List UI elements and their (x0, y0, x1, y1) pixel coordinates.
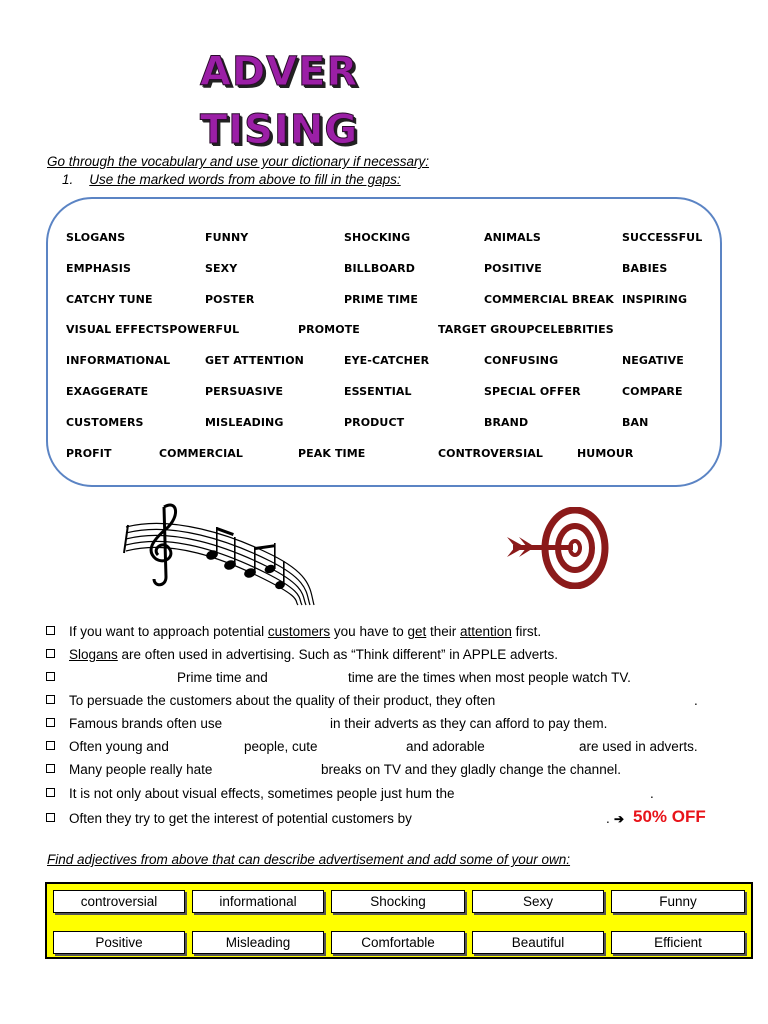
vocab-word: CONFUSING (484, 354, 559, 367)
adjective-cell: Comfortable (331, 931, 465, 954)
vocab-word: EMPHASIS (66, 262, 131, 275)
sentence-text: Many people really hate (69, 762, 213, 777)
vocab-word: POSTER (205, 293, 255, 306)
vocab-word: MISLEADING (205, 416, 284, 429)
vocab-word: CONTROVERSIAL (438, 447, 543, 460)
adjective-cell: Shocking (331, 890, 465, 913)
sentence-8 (46, 784, 746, 804)
checkbox-icon (46, 788, 55, 797)
vocab-word: PEAK TIME (298, 447, 366, 460)
music-notes-icon (122, 495, 318, 607)
sentence-3 (46, 668, 746, 688)
adjective-cell: Beautiful (472, 931, 604, 954)
sentence-text: Prime time and (177, 670, 268, 685)
vocab-word: ANIMALS (484, 231, 541, 244)
sentence-text: attention (460, 624, 512, 639)
sentence-text: customers (267, 624, 331, 639)
sentence-text: . (650, 786, 654, 801)
vocabulary-box (46, 197, 722, 487)
adjective-cell: Positive (53, 931, 185, 954)
arrow-icon: ➔ (614, 812, 625, 826)
vocab-word: PERSUASIVE (205, 385, 284, 398)
title-line-1: ADVER (200, 49, 359, 95)
checkbox-icon (46, 718, 55, 727)
instruction-2 (62, 172, 401, 187)
checkbox-icon (46, 813, 55, 822)
sentence-text: . (606, 811, 610, 826)
sentence-text: . (694, 693, 698, 708)
sentence-text: get (407, 624, 427, 639)
sentence-5 (46, 714, 746, 734)
sentence-text: It is not only about visual effects, sometimes people just hum the (69, 786, 455, 801)
adjective-cell: Efficient (611, 931, 745, 954)
checkbox-icon (46, 649, 55, 658)
vocab-word: CUSTOMERS (66, 416, 144, 429)
vocab-word: TARGET GROUPCELEBRITIES (438, 323, 614, 336)
vocab-word: INFORMATIONAL (66, 354, 171, 367)
adjective-cell: Sexy (472, 890, 604, 913)
vocab-word: PRIME TIME (344, 293, 418, 306)
vocab-word: VISUAL EFFECTSPOWERFUL (66, 323, 240, 336)
adjective-cell: informational (192, 890, 324, 913)
instruction-1: Go through the vocabulary and use your dictionary if necessary: (47, 154, 429, 169)
vocab-word: BAN (622, 416, 649, 429)
sentence-text: first. (511, 624, 542, 639)
target-arrow-icon (505, 507, 609, 589)
sentence-text: and adorable (406, 739, 485, 754)
vocab-word: COMPARE (622, 385, 683, 398)
sentence-1 (46, 622, 746, 642)
title-line-2: TISING (200, 107, 359, 153)
sentence-7 (46, 760, 746, 780)
sentence-text: To persuade the customers about the quality of their product, they often (69, 693, 496, 708)
vocab-word: SHOCKING (344, 231, 411, 244)
vocab-word: PRODUCT (344, 416, 405, 429)
vocab-word: ESSENTIAL (344, 385, 412, 398)
checkbox-icon (46, 626, 55, 635)
vocab-word: SLOGANS (66, 231, 126, 244)
instruction-2-number: 1. (62, 172, 74, 187)
adjective-cell: Funny (611, 890, 745, 913)
sentence-text: Often they try to get the interest of potential customers by (69, 811, 412, 826)
vocab-word: EYE-CATCHER (344, 354, 430, 367)
vocab-word: BILLBOARD (344, 262, 415, 275)
find-adjectives-instruction: Find adjectives from above that can describe advertisement and add some of your own: (47, 852, 571, 867)
vocab-word: HUMOUR (577, 447, 634, 460)
offer-label: 50% OFF (633, 807, 706, 826)
instruction-2-text: Use the marked words from above to fill in the gaps: (89, 172, 401, 187)
vocab-word: GET ATTENTION (205, 354, 304, 367)
vocab-word: PROMOTE (298, 323, 360, 336)
vocab-word: COMMERCIAL BREAK (484, 293, 614, 306)
checkbox-icon (46, 764, 55, 773)
vocab-word: SUCCESSFUL (622, 231, 703, 244)
sentence-text: in their adverts as they can afford to pay them. (330, 716, 608, 731)
sentence-text: Often young and (69, 739, 169, 754)
sentence-9 (46, 809, 746, 829)
vocab-word: PROFIT (66, 447, 112, 460)
sentence-text: time are the times when most people watch TV. (348, 670, 631, 685)
vocab-word: INSPIRING (622, 293, 688, 306)
adjectives-table (45, 882, 753, 959)
sentence-text: are used in adverts. (579, 739, 698, 754)
vocab-word: COMMERCIAL (159, 447, 243, 460)
sentence-text: breaks on TV and they gladly change the channel. (321, 762, 621, 777)
vocab-word: POSITIVE (484, 262, 542, 275)
checkbox-icon (46, 741, 55, 750)
sentence-text: Slogans (69, 647, 118, 662)
vocab-word: SPECIAL OFFER (484, 385, 581, 398)
vocab-word: SEXY (205, 262, 238, 275)
sentence-6 (46, 737, 746, 757)
sentence-4 (46, 691, 746, 711)
vocab-word: NEGATIVE (622, 354, 684, 367)
sentence-text: you have to (330, 624, 408, 639)
adjective-cell: Misleading (192, 931, 324, 954)
sentence-text: their (426, 624, 461, 639)
vocab-word: EXAGGERATE (66, 385, 149, 398)
vocab-word: BRAND (484, 416, 529, 429)
checkbox-icon (46, 672, 55, 681)
sentence-text: are often used in advertising. Such as “Think different” in APPLE adverts. (117, 647, 559, 662)
sentence-2 (46, 645, 746, 665)
vocab-word: BABIES (622, 262, 668, 275)
vocab-word: CATCHY TUNE (66, 293, 153, 306)
adjective-cell: controversial (53, 890, 185, 913)
sentence-text: people, cute (244, 739, 318, 754)
checkbox-icon (46, 695, 55, 704)
sentence-text: If you want to approach potential (69, 624, 268, 639)
vocab-word: FUNNY (205, 231, 249, 244)
sentence-text: Famous brands often use (69, 716, 223, 731)
